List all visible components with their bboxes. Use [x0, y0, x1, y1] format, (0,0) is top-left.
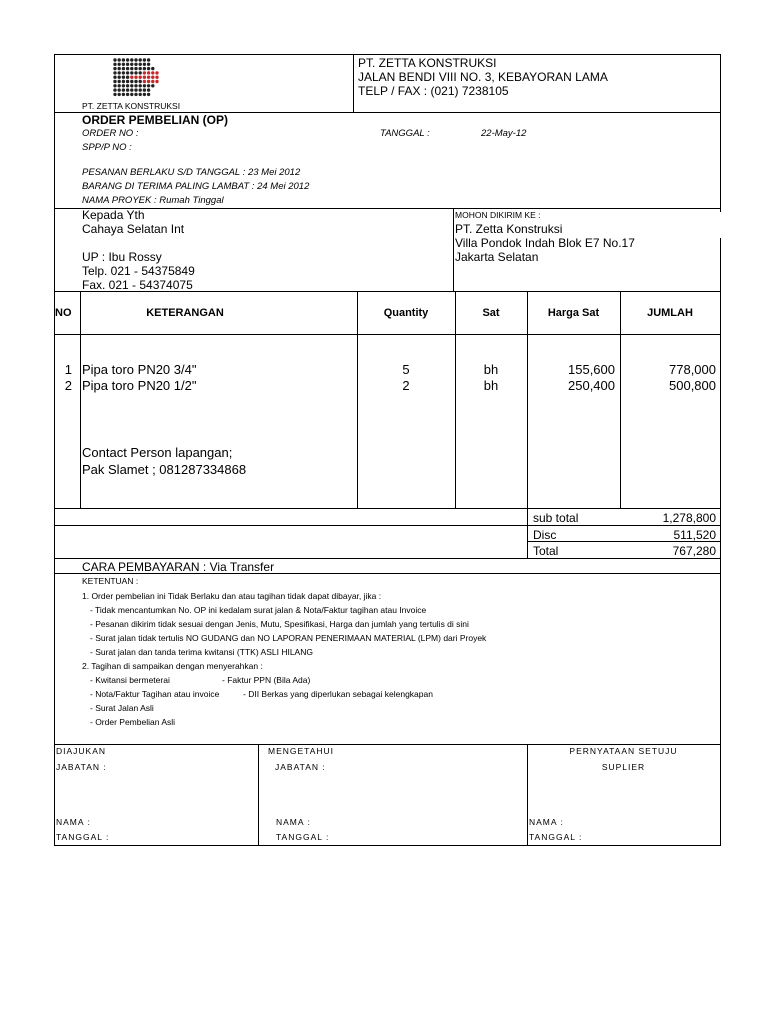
spp-label: SPP/P NO : — [82, 142, 132, 153]
row-jumlah: 778,000 — [669, 362, 716, 377]
page-title: ORDER PEMBELIAN (OP) — [82, 113, 229, 127]
delivery-line2: Villa Pondok Indah Blok E7 No.17 — [455, 236, 635, 250]
ketentuan-line: - Surat jalan dan tanda terima kwitansi (TTK) ASLI HILANG — [90, 647, 313, 657]
diterima-line: BARANG DI TERIMA PALING LAMBAT : 24 Mei 2012 — [82, 181, 310, 192]
proyek-line: NAMA PROYEK : Rumah Tinggal — [82, 195, 224, 206]
total-value: 767,280 — [672, 544, 716, 558]
subtotal-label: sub total — [533, 511, 579, 525]
row-no: 1 — [64, 362, 72, 377]
subtotal-value: 1,278,800 — [662, 511, 716, 525]
sig-pernyataan: PERNYATAAN SETUJU — [569, 746, 678, 756]
sig-diajukan: DIAJUKAN — [56, 746, 107, 756]
header-no: NO — [55, 307, 72, 319]
ketentuan-line: - Tidak mencantumkan No. OP ini kedalam surat jalan & Nota/Faktur tagihan atau Invoice — [90, 605, 427, 615]
total-label: Total — [533, 544, 559, 558]
row-sat: bh — [483, 362, 499, 377]
row-qty: 2 — [402, 378, 410, 393]
sig-tanggal-3: TANGGAL : — [529, 832, 583, 842]
delivery-label: MOHON DIKIRIM KE : — [455, 210, 541, 220]
row-harga: 155,600 — [568, 362, 615, 377]
ketentuan-line: - Surat jalan tidak tertulis NO GUDANG dan NO LAPORAN PENERIMAAN MATERIAL (LPM) dari Proyek — [90, 633, 487, 643]
header-sat: Sat — [482, 307, 500, 319]
recipient-name: Cahaya Selatan Int — [82, 222, 185, 236]
sig-tanggal-1: TANGGAL : — [56, 832, 110, 842]
disc-label: Disc — [533, 528, 557, 542]
ketentuan-line: - Nota/Faktur Tagihan atau invoice — [90, 689, 220, 699]
row-no: 2 — [64, 378, 72, 393]
payment-method: CARA PEMBAYARAN : Via Transfer — [82, 560, 275, 574]
company-logo — [112, 57, 160, 97]
row-sat: bh — [483, 378, 499, 393]
sig-jabatan-1: JABATAN : — [56, 762, 107, 772]
company-address: JALAN BENDI VIII NO. 3, KEBAYORAN LAMA — [358, 70, 608, 84]
row-jumlah: 500,800 — [669, 378, 716, 393]
ketentuan-berkas: - DII Berkas yang diperlukan sebagai kelengkapan — [243, 689, 433, 699]
sig-tanggal-2: TANGGAL : — [276, 832, 330, 842]
tanggal-label: TANGGAL : — [380, 128, 430, 139]
company-phone: TELP / FAX : (021) 7238105 — [358, 84, 509, 98]
ketentuan-line: - Pesanan dikirim tidak sesuai dengan Jenis, Mutu, Spesifikasi, Harga dan jumlah yang tertulis di sini — [90, 619, 469, 629]
sig-nama-3: NAMA : — [529, 817, 564, 827]
ketentuan-line: - Kwitansi bermeterai — [90, 675, 170, 685]
sig-jabatan-2: JABATAN : — [275, 762, 326, 772]
ketentuan-line: 1. Order pembelian ini Tidak Berlaku dan atau tagihan tidak dapat dibayar, jika : — [82, 591, 382, 601]
order-no-label: ORDER NO : — [82, 128, 139, 139]
header-harga-sat: Harga Sat — [547, 307, 600, 319]
contact-line1: Contact Person lapangan; — [82, 445, 233, 460]
sig-nama-2: NAMA : — [276, 817, 311, 827]
sig-mengetahui: MENGETAHUI — [268, 746, 335, 756]
ketentuan-line: - Order Pembelian Asli — [90, 717, 176, 727]
ketentuan-line: - Surat Jalan Asli — [90, 703, 154, 713]
header-jumlah: JUMLAH — [647, 307, 693, 319]
row-harga: 250,400 — [568, 378, 615, 393]
delivery-line1: PT. Zetta Konstruksi — [455, 222, 563, 236]
berlaku-line: PESANAN BERLAKU S/D TANGGAL : 23 Mei 2012 — [82, 167, 301, 178]
row-desc: Pipa toro PN20 3/4" — [82, 362, 197, 377]
recipient-fax: Fax. 021 - 54374075 — [82, 278, 193, 292]
header-keterangan: KETERANGAN — [146, 307, 224, 319]
header-quantity: Quantity — [383, 307, 429, 319]
logo-caption: PT. ZETTA KONSTRUKSI — [82, 101, 181, 111]
ketentuan-faktur: - Faktur PPN (Bila Ada) — [222, 675, 311, 685]
row-desc: Pipa toro PN20 1/2" — [82, 378, 197, 393]
row-qty: 5 — [402, 362, 410, 377]
disc-value: 511,520 — [673, 528, 716, 542]
sig-nama-1: NAMA : — [56, 817, 91, 827]
sig-suplier: SUPLIER — [601, 762, 646, 772]
ketentuan-title: KETENTUAN : — [82, 576, 139, 586]
tanggal-value: 22-May-12 — [481, 128, 527, 139]
ketentuan-line: 2. Tagihan di sampaikan dengan menyerahkan : — [82, 661, 263, 671]
recipient-telp: Telp. 021 - 54375849 — [82, 264, 195, 278]
company-name: PT. ZETTA KONSTRUKSI — [358, 56, 497, 70]
recipient-kepada: Kepada Yth — [82, 208, 145, 222]
contact-line2: Pak Slamet ; 081287334868 — [82, 462, 247, 477]
recipient-up: UP : Ibu Rossy — [82, 250, 162, 264]
delivery-line3: Jakarta Selatan — [455, 250, 539, 264]
